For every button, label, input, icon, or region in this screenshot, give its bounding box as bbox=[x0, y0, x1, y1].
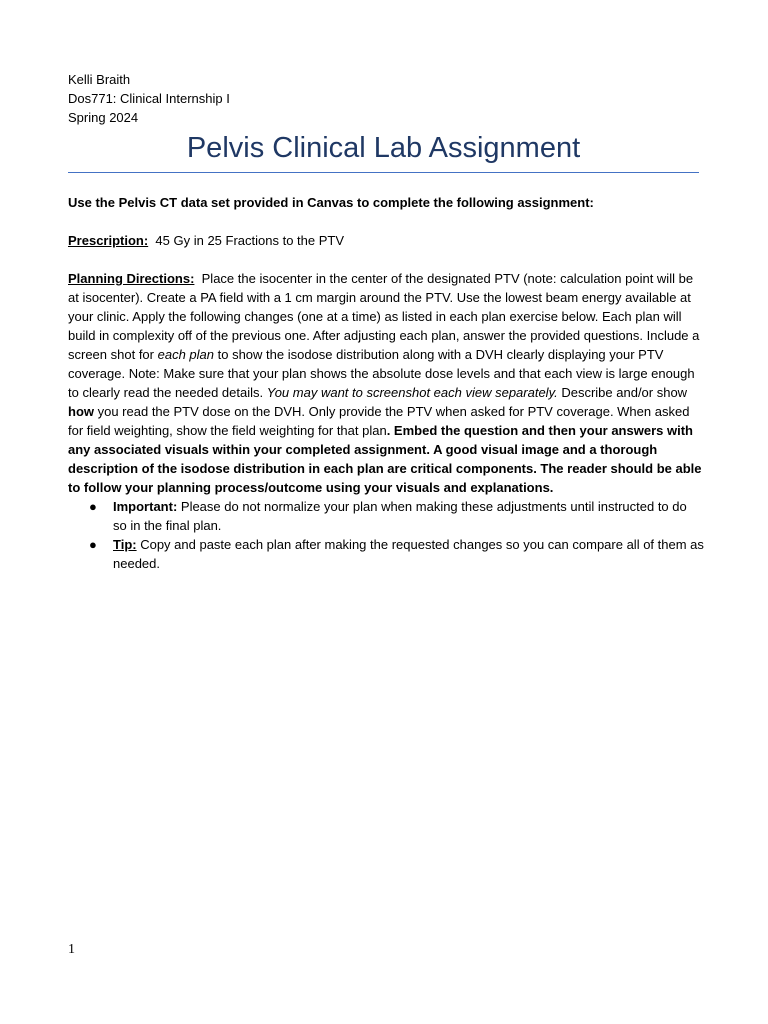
course-name: Dos771: Clinical Internship I bbox=[68, 91, 230, 106]
bullet-icon: ● bbox=[89, 499, 97, 514]
bullet-icon: ● bbox=[89, 537, 97, 552]
list-item-important bbox=[89, 497, 704, 535]
page-title: Pelvis Clinical Lab Assignment bbox=[186, 132, 581, 164]
planning-directions-paragraph bbox=[68, 269, 704, 497]
important-text: Please do not normalize your plan when making these adjustments until instructed to do so in the final plan. bbox=[113, 499, 687, 533]
planning-text-3: to show the isodose distribution along with a DVH clearly displaying your PTV coverage. Note: Make sure that your plan shows the absolute dose levels and that each view is large enough to clearly read the needed details. bbox=[68, 347, 695, 400]
important-label: Important: bbox=[113, 499, 178, 514]
planning-text-each-plan: each plan bbox=[157, 347, 214, 362]
term: Spring 2024 bbox=[68, 110, 139, 125]
planning-text-5: Describe and/or show bbox=[557, 385, 688, 400]
planning-text-screenshot-tip: You may want to screenshot each view separately. bbox=[266, 385, 558, 400]
tip-label: Tip: bbox=[113, 537, 137, 552]
author-name: Kelli Braith bbox=[68, 72, 131, 87]
prescription-label: Prescription: bbox=[68, 233, 149, 248]
planning-text-7: you read the PTV dose on the DVH. Only provide the PTV when asked for PTV coverage. When asked for field weighting, show the field weighting for that plan bbox=[68, 404, 690, 438]
title-underline-rule bbox=[68, 172, 699, 173]
assignment-body bbox=[68, 193, 704, 573]
planning-directions-label: Planning Directions: bbox=[68, 271, 195, 286]
list-item-tip bbox=[89, 535, 704, 573]
prescription-line bbox=[68, 231, 704, 250]
planning-text-embed-instructions: . Embed the question and then your answers with any associated visuals within your completed assignment. A good visual image and a thorough description of the isodose distribution in each plan are critical components. The reader should be able to follow your planning process/outcome using your visuals and explanations. bbox=[68, 423, 702, 495]
page-number: 1 bbox=[68, 942, 75, 957]
planning-text-1: Place the isocenter in the center of the designated PTV (note: calculation point will be at isocenter). Create a PA field with a 1 cm margin around the PTV. Use the lowest beam energy available at your clinic. Apply the following changes (one at a time) as listed in each plan exercise below. Each plan will build in complexity off of the previous one. After adjusting each plan, answer the provided questions. Include a screen shot for bbox=[68, 271, 700, 362]
notes-list bbox=[68, 497, 704, 573]
prescription-text: 45 Gy in 25 Fractions to the PTV bbox=[155, 233, 345, 248]
planning-text-how: how bbox=[68, 404, 94, 419]
tip-text: Copy and paste each plan after making the requested changes so you can compare all of them as needed. bbox=[113, 537, 704, 571]
intro-instruction: Use the Pelvis CT data set provided in Canvas to complete the following assignment: bbox=[68, 195, 594, 210]
document-header bbox=[68, 70, 230, 127]
